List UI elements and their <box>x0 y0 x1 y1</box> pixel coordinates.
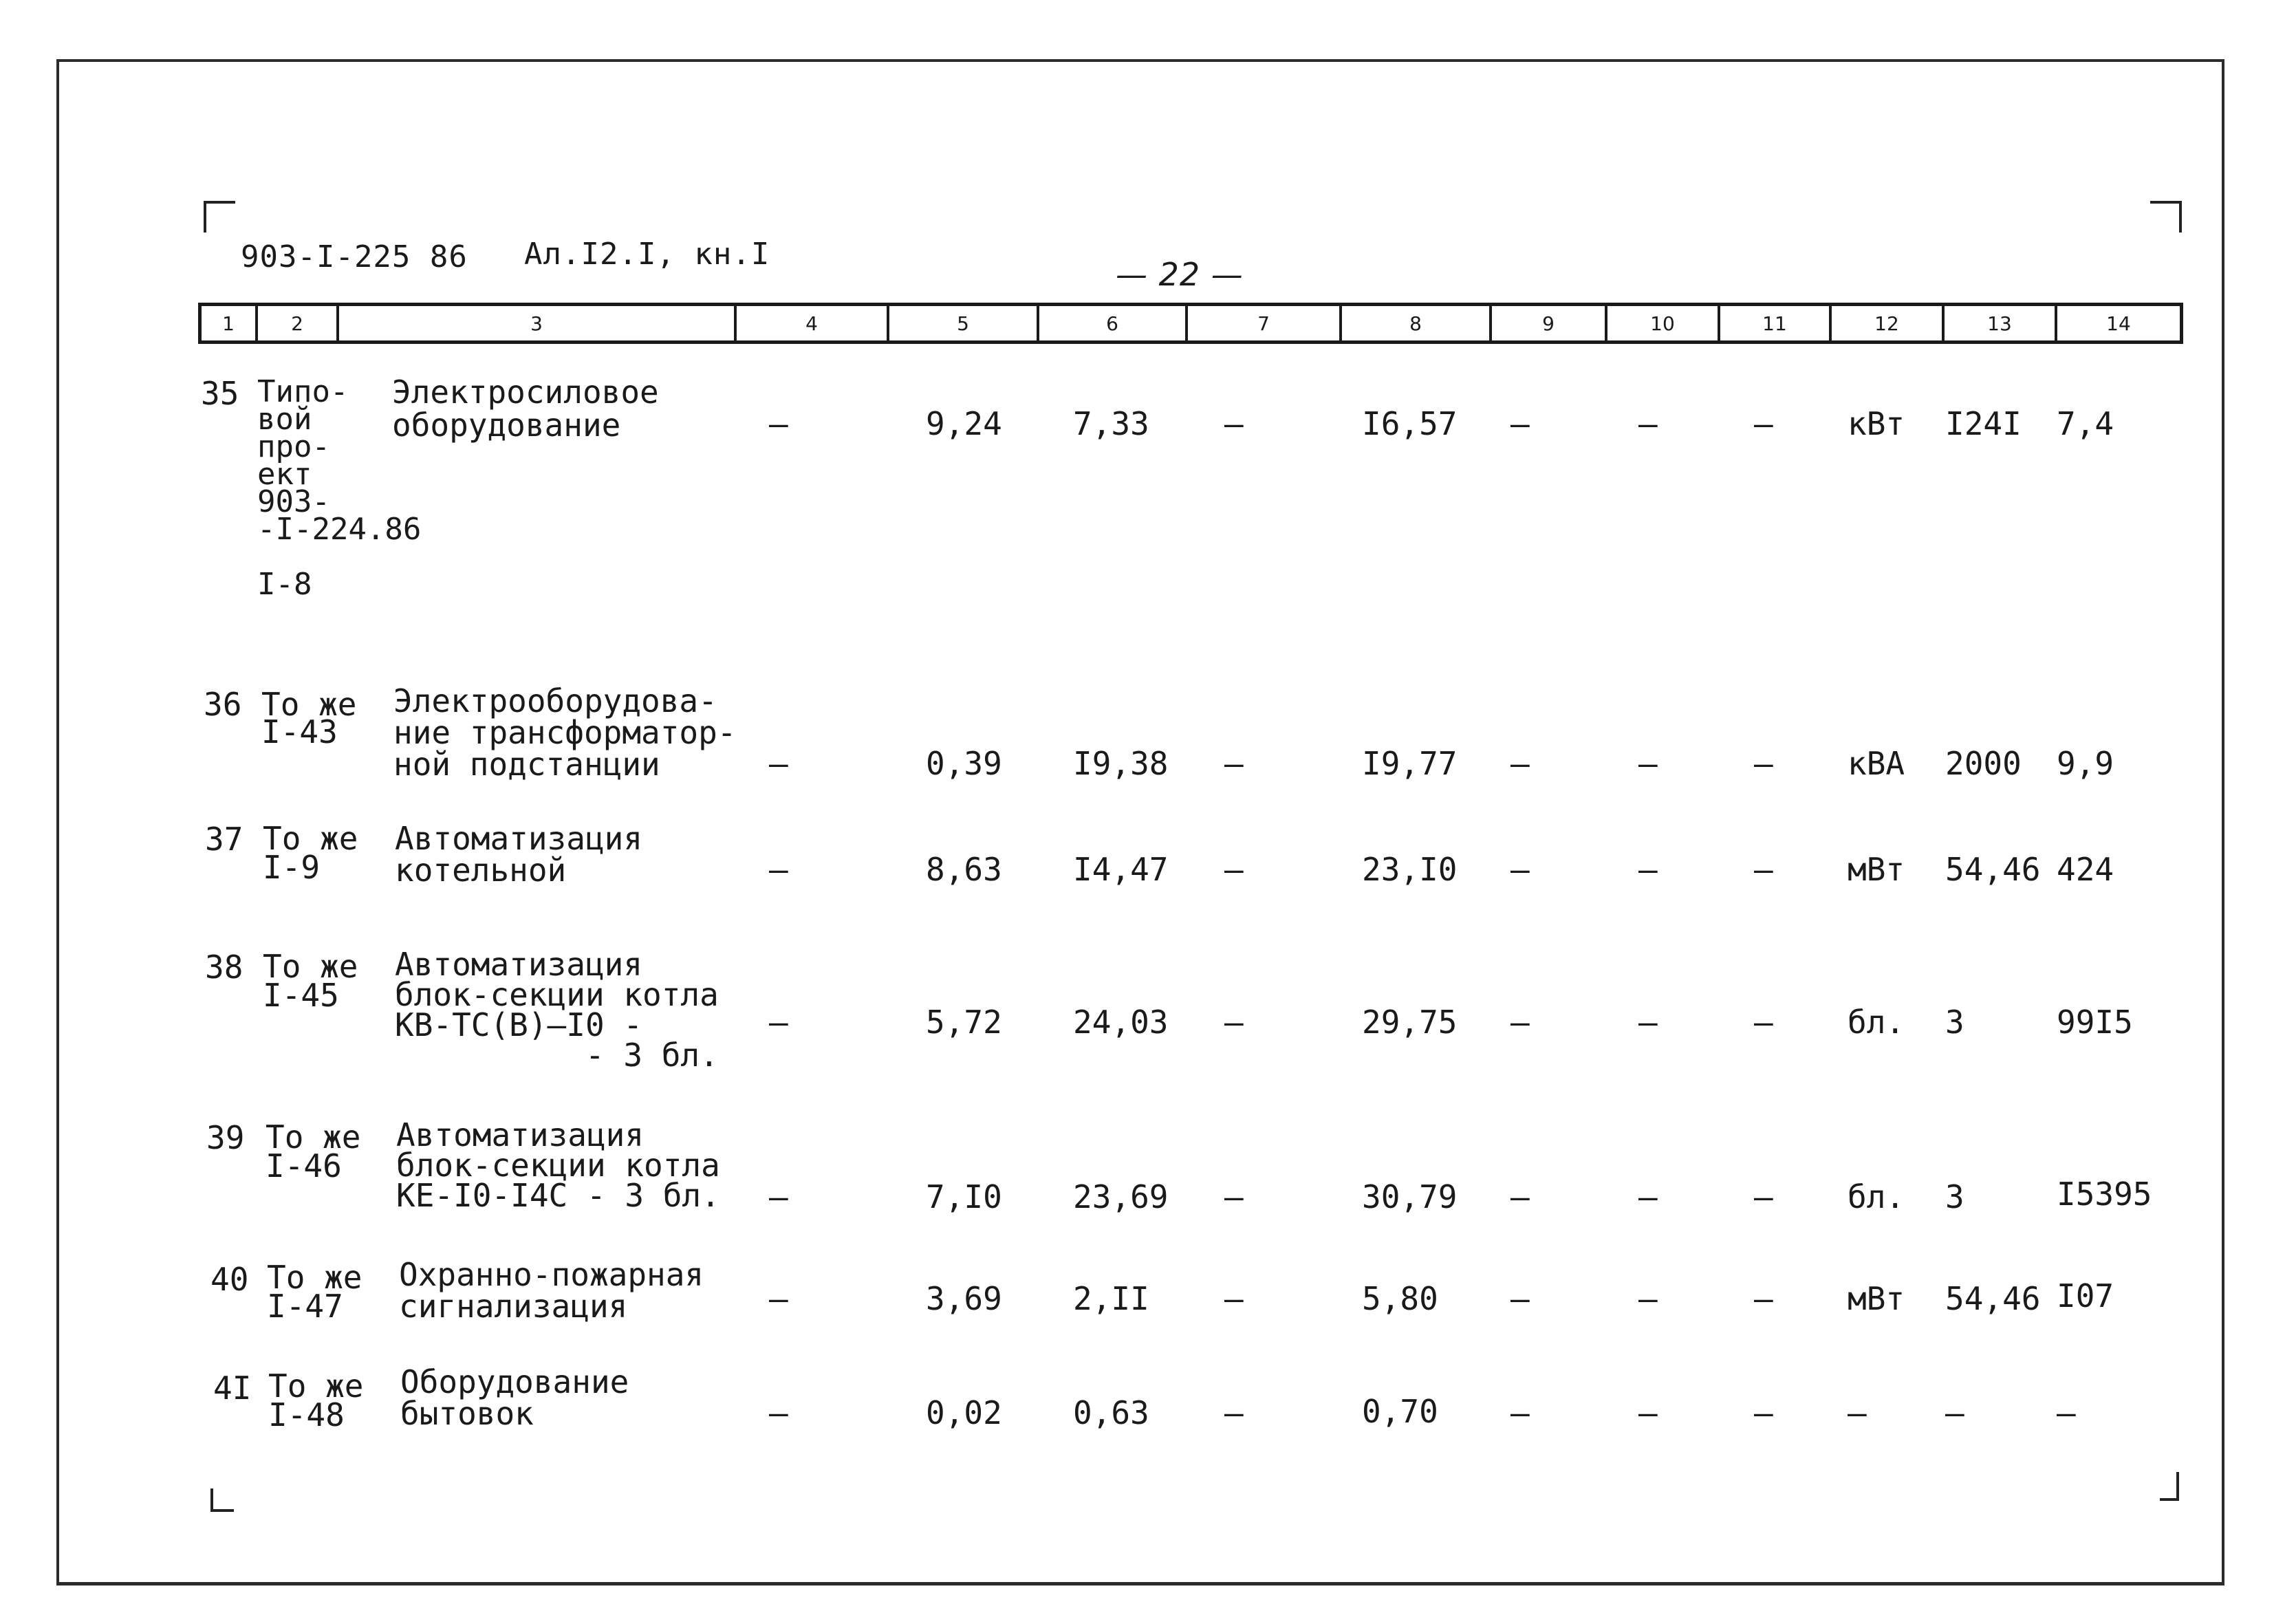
cell-col12: бл. <box>1848 1178 1905 1215</box>
cell-col6: I9,38 <box>1073 745 1169 782</box>
cell-col9: – <box>1510 1004 1530 1041</box>
cell-col11: – <box>1754 851 1773 888</box>
item-name: Оборудование бытовок <box>400 1363 629 1432</box>
cell-col8: I9,77 <box>1362 745 1458 782</box>
cell-col4: – <box>769 1280 788 1317</box>
cell-col11: – <box>1754 1394 1773 1431</box>
item-name: Электрооборудова- ние трансформатор- ной подстанции <box>393 682 737 783</box>
project-reference: То же I-9 <box>263 820 358 886</box>
cell-col10: – <box>1638 1394 1658 1431</box>
column-number: 7 <box>1188 306 1342 340</box>
cell-col13: 3 <box>1945 1004 1964 1041</box>
cell-col12: кВт <box>1848 405 1905 442</box>
cell-col7: – <box>1224 851 1244 888</box>
cell-col13: 54,46 <box>1945 851 2041 888</box>
project-reference: То же I-46 <box>266 1118 361 1184</box>
project-reference: Типо- вой про- ект 903- -I-224.86 I-8 <box>257 374 422 602</box>
cell-col8: 5,80 <box>1362 1280 1438 1317</box>
cell-col13: I24I <box>1945 405 2022 442</box>
column-number: 13 <box>1945 306 2057 340</box>
column-number: 6 <box>1039 306 1188 340</box>
project-reference: То же I-45 <box>263 948 358 1014</box>
item-name: Охранно-пожарная сигнализация <box>399 1256 704 1325</box>
cell-col12: бл. <box>1848 1004 1905 1041</box>
cell-col13: 3 <box>1945 1178 1964 1215</box>
cell-col4: – <box>769 1004 788 1041</box>
cell-col11: – <box>1754 1004 1773 1041</box>
cell-col6: 2,II <box>1073 1280 1149 1317</box>
cell-col5: 0,02 <box>926 1394 1002 1431</box>
cell-col12: кВА <box>1848 745 1905 782</box>
cell-col7: – <box>1224 745 1244 782</box>
cell-col10: – <box>1638 405 1658 442</box>
cell-col14: 99I5 <box>2057 1004 2133 1041</box>
column-number: 4 <box>737 306 889 340</box>
cell-col9: – <box>1510 1280 1530 1317</box>
item-name: Автоматизация котельной <box>395 820 643 889</box>
cell-col10: – <box>1638 851 1658 888</box>
column-number: 8 <box>1342 306 1492 340</box>
column-number-row <box>198 303 2183 344</box>
row-number: 39 <box>206 1119 245 1156</box>
cell-col11: – <box>1754 1178 1773 1215</box>
cell-col10: – <box>1638 1178 1658 1215</box>
cell-col4: – <box>769 405 788 442</box>
cell-col11: – <box>1754 405 1773 442</box>
cell-col7: – <box>1224 1004 1244 1041</box>
cell-col6: 7,33 <box>1073 405 1149 442</box>
column-number: 9 <box>1492 306 1607 340</box>
cell-col6: 23,69 <box>1073 1178 1169 1215</box>
cell-col7: – <box>1224 1280 1244 1317</box>
project-reference: То же I-48 <box>268 1367 364 1433</box>
cell-col6: 0,63 <box>1073 1394 1149 1431</box>
cell-col8: 0,70 <box>1362 1393 1438 1430</box>
cell-col8: 23,I0 <box>1362 851 1458 888</box>
cell-col9: – <box>1510 405 1530 442</box>
cell-col9: – <box>1510 1394 1530 1431</box>
item-name: Автоматизация блок-секции котла КВ-ТС(В)—I0 - - 3 бл. <box>395 946 719 1074</box>
cell-col5: 0,39 <box>926 745 1002 782</box>
cell-col8: 30,79 <box>1362 1178 1458 1215</box>
row-number: 36 <box>204 686 242 723</box>
cell-col5: 8,63 <box>926 851 1002 888</box>
cell-col14: – <box>2057 1394 2076 1431</box>
cell-col5: 5,72 <box>926 1004 1002 1041</box>
cell-col14: 7,4 <box>2057 405 2114 442</box>
cell-col14: 424 <box>2057 851 2114 888</box>
cell-col12: мВт <box>1848 851 1905 888</box>
cell-col9: – <box>1510 851 1530 888</box>
row-number: 35 <box>201 375 239 412</box>
cell-col14: I5395 <box>2057 1176 2152 1213</box>
cell-col9: – <box>1510 745 1530 782</box>
column-number: 5 <box>889 306 1039 340</box>
cell-col8: I6,57 <box>1362 405 1458 442</box>
cell-col10: – <box>1638 1004 1658 1041</box>
cell-col10: – <box>1638 745 1658 782</box>
cell-col12: – <box>1848 1394 1867 1431</box>
column-number: 12 <box>1832 306 1945 340</box>
cell-col11: – <box>1754 745 1773 782</box>
cell-col14: 9,9 <box>2057 745 2114 782</box>
item-name: Автоматизация блок-секции котла КЕ-I0-I4С - 3 бл. <box>396 1116 720 1214</box>
cell-col4: – <box>769 851 788 888</box>
column-number: 1 <box>202 306 258 340</box>
corner-mark-top-left <box>204 201 235 232</box>
corner-mark-top-right <box>2150 201 2182 232</box>
cell-col4: – <box>769 745 788 782</box>
cell-col5: 9,24 <box>926 405 1002 442</box>
item-name: Электросиловое оборудование <box>392 373 659 444</box>
row-number: 40 <box>210 1261 249 1298</box>
cell-col10: – <box>1638 1280 1658 1317</box>
column-number: 11 <box>1720 306 1832 340</box>
column-number: 2 <box>258 306 339 340</box>
cell-col6: I4,47 <box>1073 851 1169 888</box>
column-number: 10 <box>1607 306 1720 340</box>
cell-col5: 3,69 <box>926 1280 1002 1317</box>
cell-col12: мВт <box>1848 1280 1905 1317</box>
row-number: 37 <box>205 821 243 858</box>
album-reference: Ал.I2.I, кн.I <box>524 237 770 272</box>
cell-col11: – <box>1754 1280 1773 1317</box>
cell-col13: – <box>1945 1394 1964 1431</box>
column-number: 3 <box>339 306 737 340</box>
cell-col7: – <box>1224 1394 1244 1431</box>
cell-col8: 29,75 <box>1362 1004 1458 1041</box>
cell-col5: 7,I0 <box>926 1178 1002 1215</box>
project-reference: То же I-43 <box>261 686 357 750</box>
project-reference: То же I-47 <box>267 1259 362 1325</box>
corner-mark-bottom-left <box>210 1488 234 1512</box>
row-number: 4I <box>213 1369 252 1407</box>
cell-col4: – <box>769 1394 788 1431</box>
cell-col9: – <box>1510 1178 1530 1215</box>
cell-col14: I07 <box>2057 1277 2114 1314</box>
cell-col13: 54,46 <box>1945 1280 2041 1317</box>
cell-col7: – <box>1224 405 1244 442</box>
row-number: 38 <box>205 949 243 986</box>
document-code: 903-I-225 86 <box>241 239 468 274</box>
cell-col4: – <box>769 1178 788 1215</box>
cell-col13: 2000 <box>1945 745 2022 782</box>
cell-col7: – <box>1224 1178 1244 1215</box>
corner-mark-bottom-right <box>2160 1472 2179 1501</box>
column-number: 14 <box>2106 312 2131 335</box>
page-number: — 22 — <box>1116 256 1244 293</box>
cell-col6: 24,03 <box>1073 1004 1169 1041</box>
